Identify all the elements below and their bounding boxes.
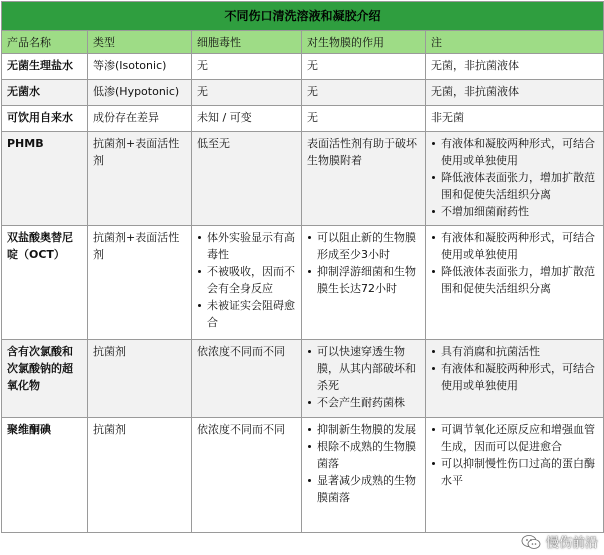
notes-list	[431, 421, 599, 489]
watermark	[521, 532, 598, 551]
header-type: 类型	[88, 31, 192, 54]
table-row	[2, 340, 604, 418]
biofilm-cell	[302, 418, 426, 533]
notes-list	[431, 135, 599, 220]
list-item: 可以快速穿透生物膜，从其内部破坏和杀死	[307, 343, 421, 394]
list-item: 降低液体表面张力，增加扩散范围和促使失活组织分离	[431, 169, 599, 203]
list-item: 不增加细菌耐药性	[431, 203, 599, 220]
header-notes: 注	[426, 31, 604, 54]
biofilm-cell: 表面活性剂有助于破坏生物膜附着	[302, 132, 426, 226]
header-product-name: 产品名称	[2, 31, 88, 54]
notes-cell	[426, 226, 604, 340]
header-biofilm-effect: 对生物膜的作用	[302, 31, 426, 54]
notes-cell	[426, 132, 604, 226]
toxicity-cell: 依浓度不同而不同	[192, 340, 302, 418]
product-name-cell: 可饮用自来水	[2, 106, 88, 132]
product-name-cell: 聚维酮碘	[2, 418, 88, 533]
table-row	[2, 80, 604, 106]
wound-solution-table-container	[1, 1, 603, 554]
list-item: 显著减少成熟的生物膜菌落	[307, 472, 421, 506]
toxicity-cell: 无	[192, 54, 302, 80]
product-name-cell: 含有次氯酸和次氯酸钠的超氧化物	[2, 340, 88, 418]
type-cell: 抗菌剂	[88, 418, 192, 533]
title-row	[2, 2, 604, 31]
table-row	[2, 132, 604, 226]
list-item: 降低液体表面张力，增加扩散范围和促使失活组织分离	[431, 263, 599, 297]
biofilm-list	[307, 421, 421, 506]
list-item: 根除不成熟的生物膜菌落	[307, 438, 421, 472]
list-item: 可以抑制慢性伤口过高的蛋白酶水平	[431, 455, 599, 489]
notes-list	[431, 229, 599, 297]
toxicity-list	[197, 229, 297, 331]
notes-cell	[426, 418, 604, 533]
list-item: 不会产生耐药菌株	[307, 394, 421, 411]
product-name-cell: 无菌生理盐水	[2, 54, 88, 80]
notes-list	[431, 343, 599, 394]
list-item: 可以阻止新的生物膜形成至少3小时	[307, 229, 421, 263]
product-name-cell: 双盐酸奥替尼啶（OCT）	[2, 226, 88, 340]
biofilm-list	[307, 343, 421, 411]
header-row	[2, 31, 604, 54]
type-cell: 等渗(Isotonic)	[88, 54, 192, 80]
watermark-text: 慢伤前沿	[545, 536, 598, 551]
header-cytotoxicity: 细胞毒性	[192, 31, 302, 54]
comparison-table	[1, 1, 604, 533]
notes-cell: 无菌，非抗菌液体	[426, 54, 604, 80]
type-cell: 抗菌剂+表面活性剂	[88, 132, 192, 226]
list-item: 具有消腐和抗菌活性	[431, 343, 599, 360]
list-item: 可调节氧化还原反应和增强血管生成，因而可以促进愈合	[431, 421, 599, 455]
table-row	[2, 226, 604, 340]
table-row	[2, 54, 604, 80]
notes-cell: 无菌，非抗菌液体	[426, 80, 604, 106]
biofilm-list	[307, 229, 421, 297]
table-title: 不同伤口清洗溶液和凝胶介绍	[2, 2, 604, 31]
list-item: 抑制新生物膜的发展	[307, 421, 421, 438]
biofilm-cell: 无	[302, 54, 426, 80]
biofilm-cell: 无	[302, 106, 426, 132]
biofilm-cell: 无	[302, 80, 426, 106]
list-item: 有液体和凝胶两种形式，可结合使用或单独使用	[431, 229, 599, 263]
list-item: 未被证实会阻碍愈合	[197, 297, 297, 331]
biofilm-cell	[302, 226, 426, 340]
wechat-icon	[521, 534, 541, 550]
type-cell: 抗菌剂+表面活性剂	[88, 226, 192, 340]
toxicity-cell: 低至无	[192, 132, 302, 226]
toxicity-cell: 未知 / 可变	[192, 106, 302, 132]
table-row	[2, 106, 604, 132]
list-item: 不被吸收，因而不会有全身反应	[197, 263, 297, 297]
toxicity-cell: 依浓度不同而不同	[192, 418, 302, 533]
type-cell: 成份存在差异	[88, 106, 192, 132]
type-cell: 低渗(Hypotonic)	[88, 80, 192, 106]
list-item: 体外实验显示有高毒性	[197, 229, 297, 263]
list-item: 有液体和凝胶两种形式，可结合使用或单独使用	[431, 135, 599, 169]
notes-cell	[426, 340, 604, 418]
biofilm-cell	[302, 340, 426, 418]
table-row	[2, 418, 604, 533]
notes-cell: 非无菌	[426, 106, 604, 132]
toxicity-cell: 无	[192, 80, 302, 106]
type-cell: 抗菌剂	[88, 340, 192, 418]
product-name-cell: 无菌水	[2, 80, 88, 106]
product-name-cell: PHMB	[2, 132, 88, 226]
list-item: 抑制浮游细菌和生物膜生长达72小时	[307, 263, 421, 297]
toxicity-cell	[192, 226, 302, 340]
list-item: 有液体和凝胶两种形式，可结合使用或单独使用	[431, 360, 599, 394]
